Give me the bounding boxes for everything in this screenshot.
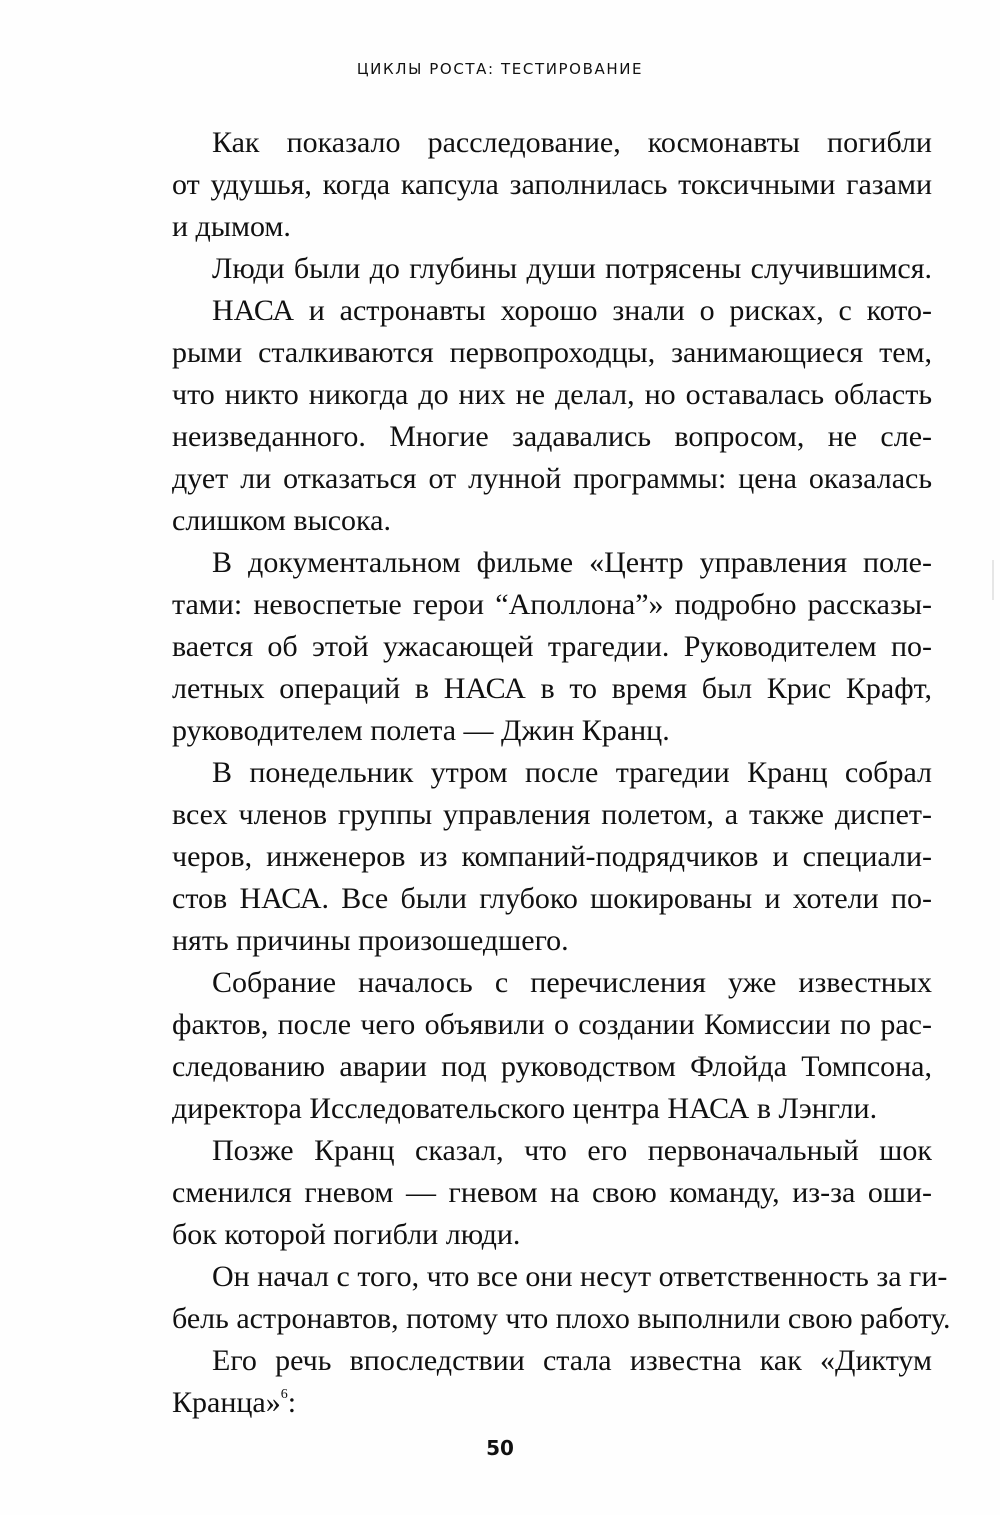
text-line: от удушья, когда капсула заполнилась токсичными газами bbox=[172, 168, 932, 201]
text-line: В документальном фильме «Центр управления поле- bbox=[212, 546, 932, 579]
text-line: дует ли отказаться от лунной программы: цена оказалась bbox=[172, 462, 932, 495]
text-line: следованию аварии под руководством Флойда Томпсона, bbox=[172, 1050, 932, 1083]
text-line: сменился гневом — гневом на свою команду, из-за оши- bbox=[172, 1176, 932, 1209]
text-line: Собрание началось с перечисления уже известных bbox=[212, 966, 932, 999]
paragraph bbox=[172, 752, 932, 962]
text-line: Позже Кранц сказал, что его первоначальный шок bbox=[212, 1134, 932, 1167]
paragraph bbox=[172, 1340, 932, 1424]
text-fragment: Кранца» bbox=[172, 1386, 281, 1419]
paragraph bbox=[172, 290, 932, 542]
paragraph bbox=[172, 962, 932, 1130]
text-line: Он начал с того, что все они несут ответственность за ги- bbox=[212, 1260, 948, 1293]
text-line: неизведанного. Многие задавались вопросом, не сле- bbox=[172, 420, 932, 453]
text-line: фактов, после чего объявили о создании Комиссии по рас- bbox=[172, 1008, 932, 1041]
text-line: черов, инженеров из компаний-подрядчиков и специали- bbox=[172, 840, 932, 873]
text-line-with-footnote bbox=[172, 1382, 932, 1424]
footnote-reference[interactable]: 6 bbox=[280, 1387, 288, 1402]
text-line: стов НАСА. Все были глубоко шокированы и хотели по- bbox=[172, 882, 932, 915]
text-line: слишком высока. bbox=[172, 504, 391, 537]
text-line: нять причины произошедшего. bbox=[172, 924, 569, 957]
page-edge-mark bbox=[992, 560, 994, 600]
text-line: Люди были до глубины души потрясены случившимся. bbox=[212, 252, 932, 285]
text-line: всех членов группы управления полетом, а также диспет- bbox=[172, 798, 932, 831]
page-number: 50 bbox=[486, 1436, 514, 1460]
paragraph bbox=[172, 1130, 932, 1256]
text-line: и дымом. bbox=[172, 210, 291, 243]
text-line: бок которой погибли люди. bbox=[172, 1218, 521, 1251]
text-line: НАСА и астронавты хорошо знали о рисках, с кото- bbox=[212, 294, 932, 327]
text-line: рыми сталкиваются первопроходцы, занимающиеся тем, bbox=[172, 336, 932, 369]
running-head: ЦИКЛЫ РОСТА: ТЕСТИРОВАНИЕ bbox=[356, 60, 644, 78]
paragraph bbox=[172, 542, 932, 752]
text-line: Как показало расследование, космонавты погибли bbox=[212, 126, 932, 159]
text-line: тами: невоспетые герои “Аполлона”» подробно рассказы- bbox=[172, 588, 932, 621]
text-line: директора Исследовательского центра НАСА в Лэнгли. bbox=[172, 1092, 878, 1125]
text-line: руководителем полета — Джин Кранц. bbox=[172, 714, 670, 747]
text-line: что никто никогда до них не делал, но оставалась область bbox=[172, 378, 932, 411]
paragraph bbox=[172, 1256, 951, 1340]
text-fragment-tail: : bbox=[287, 1386, 297, 1419]
text-line: Его речь впоследствии стала известна как «Диктум bbox=[212, 1344, 932, 1377]
text-line: бель астронавтов, потому что плохо выполнили свою работу. bbox=[172, 1302, 951, 1335]
text-line: летных операций в НАСА в то время был Крис Крафт, bbox=[172, 672, 932, 705]
paragraph bbox=[172, 248, 932, 290]
text-line: В понедельник утром после трагедии Кранц собрал bbox=[212, 756, 932, 789]
paragraph bbox=[172, 122, 932, 248]
text-line: вается об этой ужасающей трагедии. Руководителем по- bbox=[172, 630, 932, 663]
body-text bbox=[172, 122, 951, 1424]
